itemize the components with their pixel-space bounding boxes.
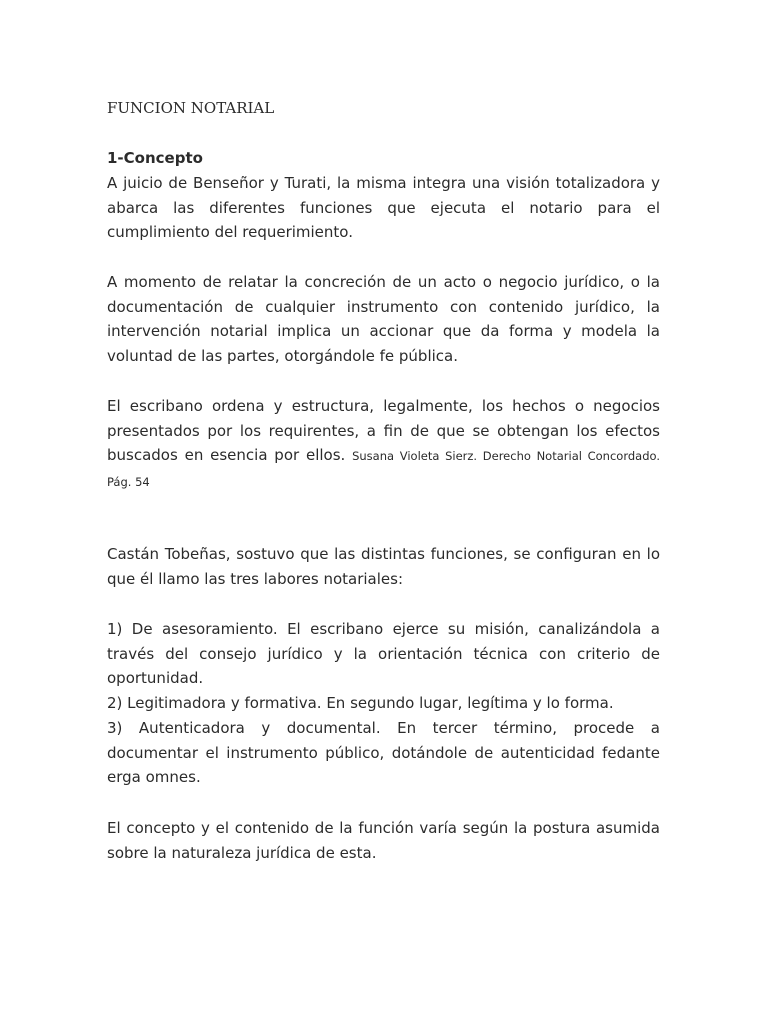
paragraph-2: A momento de relatar la concreción de un acto o negocio jurídico, o la documentación de cualquier instrumento con contenido jurídico, la intervención notarial implica un accionar que da forma y modela la voluntad de las partes, otorgándole fe pública.: [107, 273, 660, 365]
paragraph-3: [107, 394, 660, 494]
paragraph-4: Castán Tobeñas, sostuvo que las distintas funciones, se configuran en lo que él llamo las tres labores notariales:: [107, 545, 660, 588]
section-heading: 1-Concepto: [107, 149, 203, 167]
citation: Susana Violeta Sierz. Derecho Notarial Concordado. Pág. 54: [107, 449, 660, 489]
list-item-1: 1) De asesoramiento. El escribano ejerce su misión, canalizándola a través del consejo jurídico y la orientación técnica con criterio de oportunidad.: [107, 620, 660, 688]
list-item-3: 3) Autenticadora y documental. En tercer término, procede a documentar el instrumento público, dotándole de autenticidad fedante erga omnes.: [107, 719, 660, 787]
paragraph-5: El concepto y el contenido de la función varía según la postura asumida sobre la naturaleza jurídica de esta.: [107, 819, 660, 862]
paragraph-3-text: El escribano ordena y estructura, legalmente, los hechos o negocios presentados por los requirentes, a fin de que se obtengan los efectos buscados en esencia por ellos.: [107, 397, 660, 465]
paragraph-1: A juicio de Benseñor y Turati, la misma integra una visión totalizadora y abarca las diferentes funciones que ejecuta el notario para el cumplimiento del requerimiento.: [107, 174, 660, 242]
document-title: FUNCION NOTARIAL: [107, 99, 275, 117]
list-item-2: 2) Legitimadora y formativa. En segundo lugar, legítima y lo forma.: [107, 694, 614, 712]
